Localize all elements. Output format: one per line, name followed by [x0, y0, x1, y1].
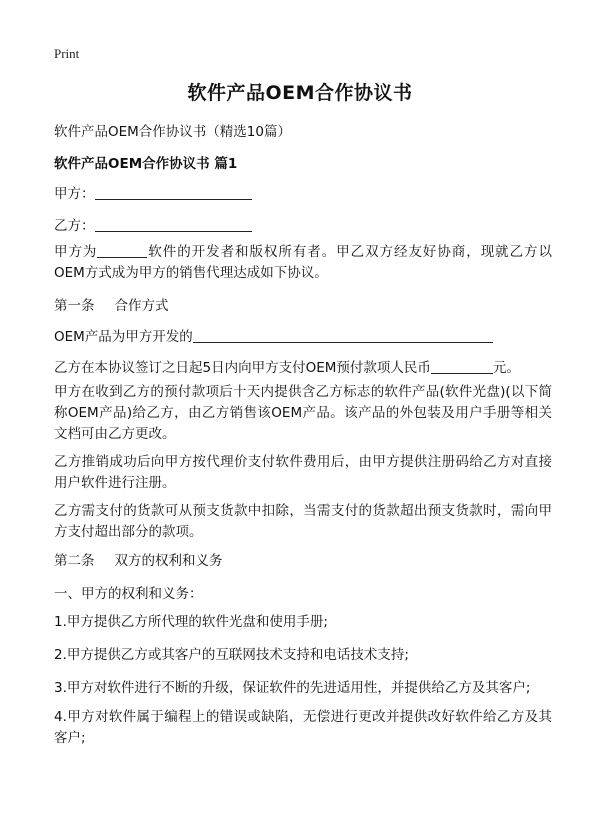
party-b-blank-line	[95, 217, 252, 232]
article-1-title: 合作方式	[114, 298, 169, 314]
payment-text-before: 乙方在本协议签订之日起5日内向甲方支付OEM预付款项人民币	[54, 360, 431, 376]
party-b-field	[54, 214, 252, 234]
document-subtitle: 软件产品OEM合作协议书（精选10篇）	[54, 124, 291, 140]
payment-text-after: 元。	[492, 360, 520, 376]
intro-paragraph	[54, 242, 552, 284]
payment-field	[54, 356, 520, 376]
oem-product-field	[54, 325, 493, 345]
party-a-label: 甲方：	[54, 186, 95, 202]
list-item: 4.甲方对软件属于编程上的错误或缺陷，无偿进行更改并提供改好软件给乙方及其客户;	[54, 709, 552, 746]
oem-product-label: OEM产品为甲方开发的	[54, 329, 193, 345]
document-title: 软件产品OEM合作协议书	[187, 82, 413, 104]
list-item: 1.甲方提供乙方所代理的软件光盘和使用手册;	[54, 614, 328, 630]
party-b-label: 乙方：	[54, 218, 95, 234]
party-a-blank-line	[95, 185, 252, 200]
intro-text-after: 软件的开发者和版权所有者。甲乙双方经友好协商，现就乙方以OEM方式成为甲方的销售代理达成如下协议。	[54, 244, 553, 281]
article-2-heading	[54, 549, 223, 569]
party-a-field	[54, 182, 252, 202]
registration-paragraph: 乙方推销成功后向甲方按代理价支付软件费用后，由甲方提供注册码给乙方对直接用户软件进行注册。	[54, 454, 552, 491]
list-item: 3.甲方对软件进行不断的升级，保证软件的先进适用性，并提供给乙方及其客户;	[54, 680, 531, 696]
section-heading: 软件产品OEM合作协议书 篇1	[54, 156, 238, 172]
article-1-number: 第一条	[54, 298, 95, 314]
article-2-number: 第二条	[54, 553, 95, 569]
oem-product-blank-line	[193, 328, 493, 343]
article-2-title: 双方的权利和义务	[114, 553, 223, 569]
list-item: 2.甲方提供乙方或其客户的互联网技术支持和电话技术支持;	[54, 647, 409, 663]
intro-text-before: 甲方为	[54, 244, 98, 260]
rights-heading: 一、甲方的权利和义务：	[54, 586, 203, 602]
payment-amount-blank	[431, 359, 493, 374]
article-1-heading	[54, 294, 169, 314]
software-name-blank	[97, 244, 147, 258]
deduction-paragraph: 乙方需支付的货款可从预支货款中扣除，当需支付的货款超出预支货款时，需向甲方支付超出部分的款项。	[54, 503, 552, 540]
disc-delivery-paragraph: 甲方在收到乙方的预付款项后十天内提供含乙方标志的软件产品(软件光盘)(以下简称OEM产品)给乙方，由乙方销售该OEM产品。该产品的外包装及用户手册等相关文档可由乙方更改。	[54, 384, 552, 442]
print-label: Print	[54, 46, 80, 61]
